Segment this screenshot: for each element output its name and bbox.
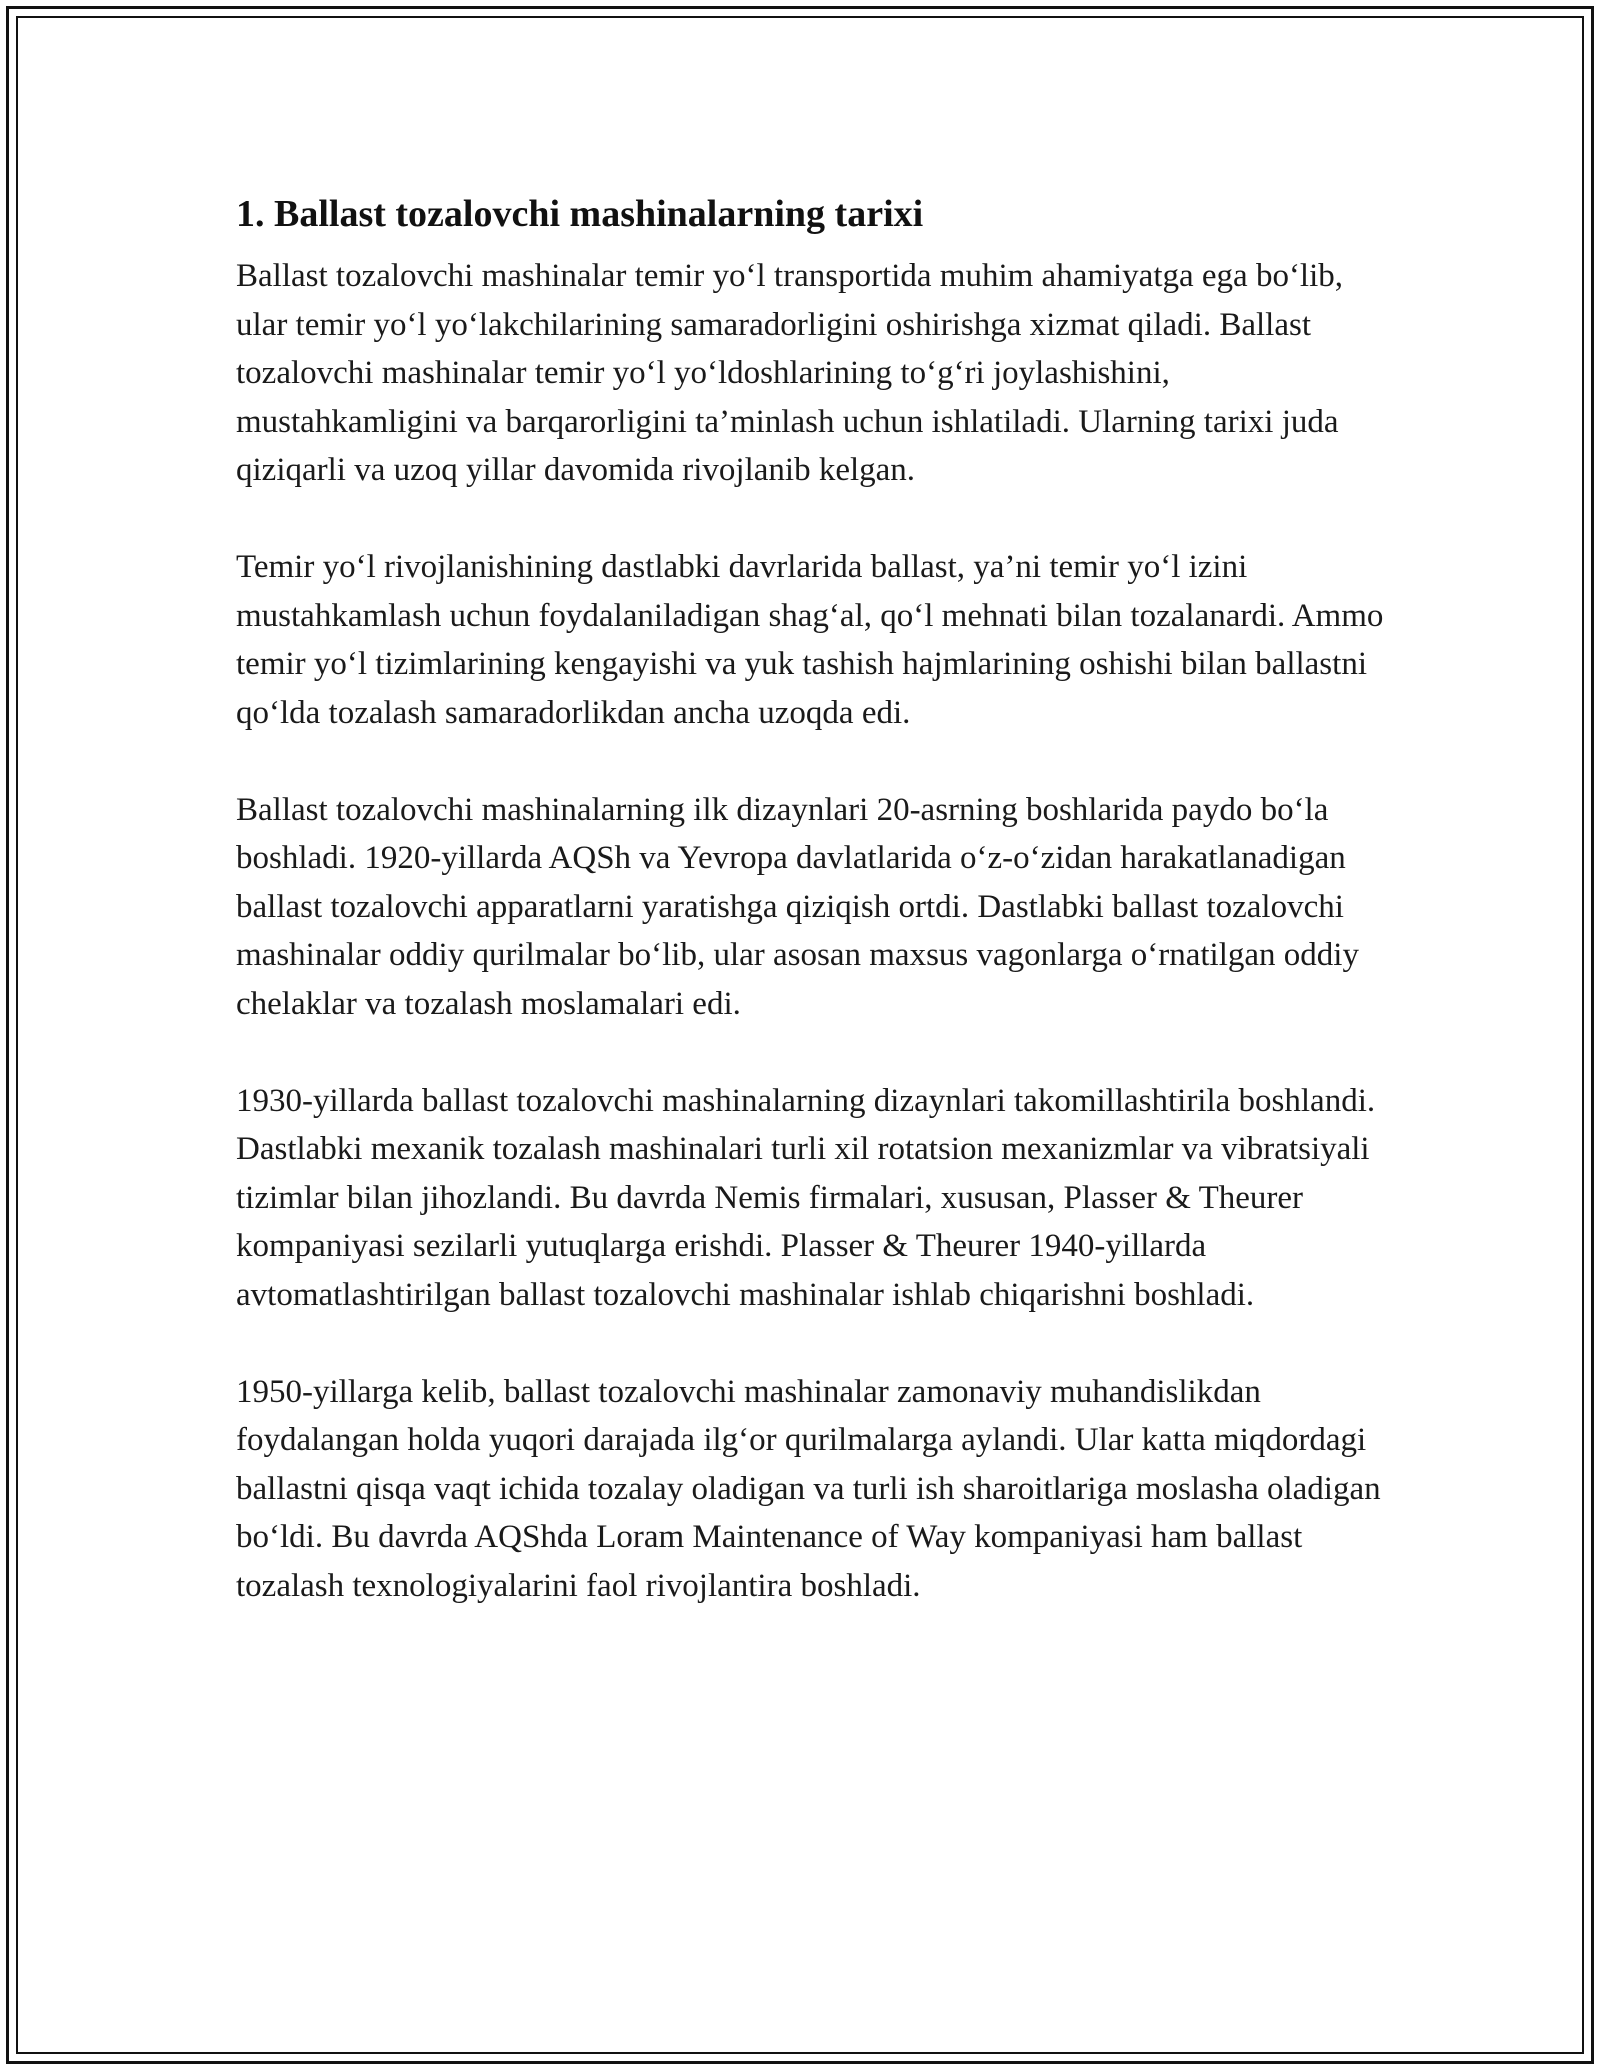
paragraph-4: 1930-yillarda ballast tozalovchi mashinalarning dizaynlari takomillashtirila boshlandi. Dastlabki mexanik tozalash mashinalari turli xil rotatsion mexanizmlar va vibratsiyali tizimlar bilan jihozlandi. Bu davrda Nemis firmalari, xususan, Plasser & Theurer kompaniyasi sezilarli yutuqlarga erishdi. Plasser & Theurer 1940-yillarda avtomatlashtirilgan ballast tozalovchi mashinalar ishlab chiqarishni boshladi. (236, 1082, 1376, 1313)
section-heading: 1. Ballast tozalovchi mashinalarning tarixi (236, 193, 924, 235)
paragraph-2: Temir yo‘l rivojlanishining dastlabki davrlarida ballast, ya’ni temir yo‘l izini mustahkamlash uchun foydalaniladigan shag‘al, qo‘l mehnati bilan tozalanardi. Ammo temir yo‘l tizimlarining kengayishi va yuk tashish hajmlarining oshishi bilan ballastni qo‘lda tozalash samaradorlikdan ancha uzoqda edi. (236, 549, 1384, 731)
paragraph-1: Ballast tozalovchi mashinalar temir yo‘l transportida muhim ahamiyatga ega bo‘lib, ular temir yo‘l yo‘lakchilarining samaradorligini oshirishga xizmat qiladi. Ballast tozalovchi mashinalar temir yo‘l yo‘ldoshlarining to‘g‘ri joylashishini, mustahkamligini va barqarorligini ta’minlash uchun ishlatiladi. Ularning tarixi juda qiziqarli va uzoq yillar davomida rivojlanib kelgan. (236, 258, 1344, 488)
paragraph-5: 1950-yillarga kelib, ballast tozalovchi mashinalar zamonaviy muhandislikdan foydalangan holda yuqori darajada ilg‘or qurilmalarga aylandi. Ular katta miqdordagi ballastni qisqa vaqt ichida tozalay oladigan va turli ish sharoitlariga moslasha oladigan bo‘ldi. Bu davrda AQShda Loram Maintenance of Way kompaniyasi ham ballast tozalash texnologiyalarini faol rivojlantira boshladi. (236, 1373, 1381, 1604)
paragraph-3: Ballast tozalovchi mashinalarning ilk dizaynlari 20-asrning boshlarida paydo bo‘la boshladi. 1920-yillarda AQSh va Yevropa davlatlarida o‘z-o‘zidan harakatlanadigan ballast tozalovchi apparatlarni yaratishga qiziqish ortdi. Dastlabki ballast tozalovchi mashinalar oddiy qurilmalar bo‘lib, ular asosan maxsus vagonlarga o‘rnatilgan oddiy chelaklar va tozalash moslamalari edi. (236, 791, 1359, 1022)
document-body (236, 186, 1386, 1659)
